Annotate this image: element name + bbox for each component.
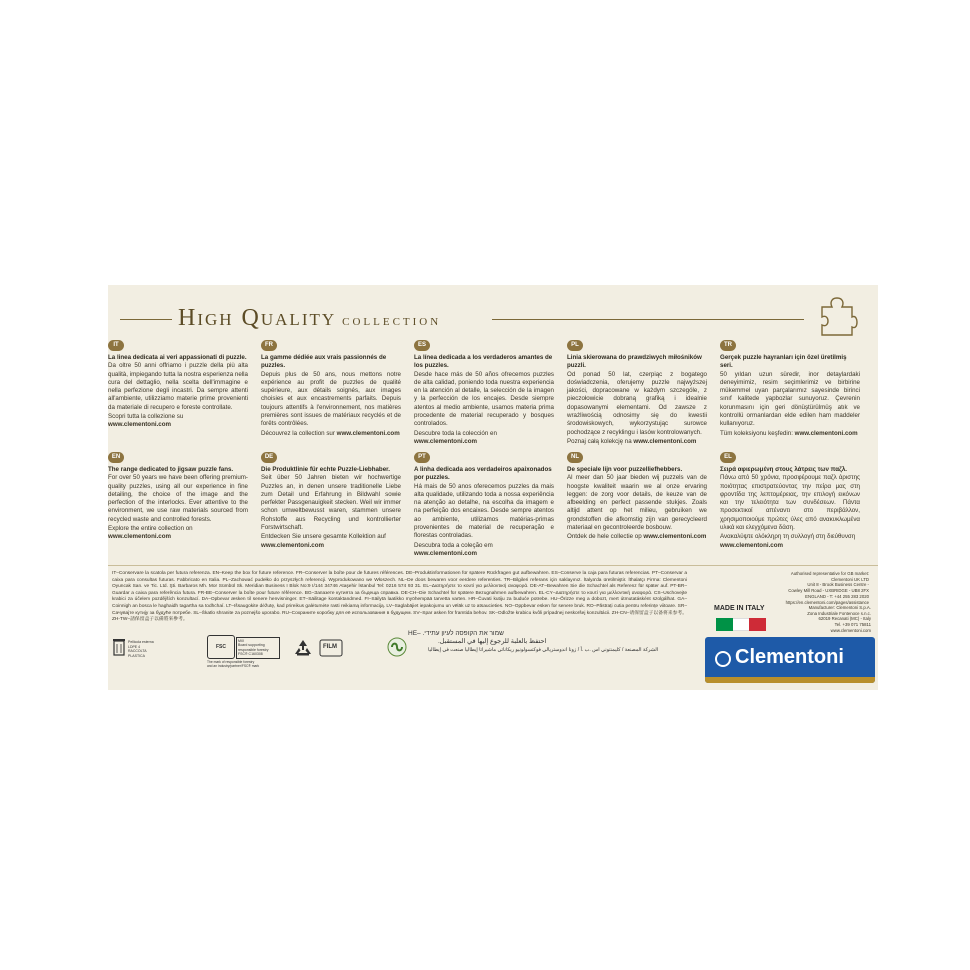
film-bin-icon [319,639,343,657]
language-body: Seit über 50 Jahren bieten wir hochwertige Puzzles an, in denen unsere traditionelle Liebe zum Detail und Erfahrung in Bildwahl sowie perfekter Passgenauigkeit stecken. Weil wir immer schon umweltbewusst waren, stammen unsere Rohstoffe aus Recycling und kontrollierter Forstwirtschaft. [261,474,401,532]
collection-link-line [720,430,860,438]
language-heading: Die Produktlinie für echte Puzzle-Liebhaber. [261,466,390,473]
language-heading: La linea dedicata ai veri appassionati di puzzle. [108,354,247,361]
website-link[interactable]: www.clementoni.com [108,533,172,541]
bin-label: Pellicola esterna LDPE 4 RACCOLTA PLASTICA [128,640,154,658]
collection-link-prefix: Descubre toda la colección en [414,429,497,437]
language-body: Al meer dan 50 jaar bieden wij puzzels van de hoogste kwaliteit waarin we al onze ervaring leggen: de zorg voor details, de keuze van de afbeelding en perfect passende stukjes. Zoals altijd attent op het milieu, gebruiken we grondstoffen die afkomstig zijn van gerecycleerd materiaal en gecontroleerde bosbouw. [567,474,707,532]
rtl-notice-ar: احتفظ بالعلبة للرجوع إليها في المستقبل. [438,638,547,645]
language-body: For over 50 years we have been offering premium-quality puzzles, using all our experience in fine detailing, the choice of the image and the perfection of the interlocks. Ever attentive to the environment, we use raw materials sourced from recycled waste and controlled forests. [108,474,248,523]
clementoni-logo [705,637,875,683]
collection-link-line [567,533,707,541]
collection-link-prefix: Descubra toda a coleção em [414,541,493,549]
language-badge: ES [414,340,430,351]
logo-wordmark: Clementoni [735,646,844,668]
language-heading: La línea dedicada a los verdaderos amantes de los puzzles. [414,354,553,370]
collection-link-line [108,413,248,430]
language-badge: PT [414,452,430,463]
film-label: FILM [323,644,337,650]
collection-link-line [567,438,707,446]
language-body: Depuis plus de 50 ans, nous mettons notre expérience au profit de puzzles de qualité supérieure, aux détails soignés, aux images choisies et aux encastrements parfaits. Depuis toujours attentifs à l'environnement, nos matières premières sont issues de matériaux recyclés et de forêts contrôlées. [261,370,401,428]
language-badge: TR [720,340,736,351]
website-link[interactable]: www.clementoni.com [633,437,697,445]
language-block-fr [261,340,401,438]
made-in-italy-label: MADE IN ITALY [714,605,765,612]
collection-title-sub: collection [342,312,442,329]
website-link[interactable]: www.clementoni.com [336,429,400,437]
collection-link-prefix: Tüm koleksiyonu keşfedin: [720,429,795,437]
section-divider [108,565,878,566]
logo-circle-icon [715,651,731,667]
language-heading: De speciale lijn voor puzzelliefhebbers. [567,466,683,473]
language-heading: Σειρά αφιερωμένη στους λάτρεις των παζλ. [720,466,848,473]
language-badge: EL [720,452,736,463]
language-heading: Linia skierowana do prawdziwych miłośników puzzli. [567,354,702,370]
language-block-el [720,452,860,550]
mobius-recycle-icon [292,638,314,658]
language-block-de [261,452,401,550]
collection-link-line [414,430,554,447]
uk-representative: Authorised representative for GB market: Clementoni UK LTD Unit 8 - Brook Business Centre - Cowley Mill Road - UXBRIDGE - UB8 2FX ENGLAND - T: +44 255 283 2020 https://en.clementoni.com/pages/assistance [785,571,869,605]
collection-link-line [261,533,401,550]
collection-header [108,305,878,335]
collection-title-main: High Quality [178,305,337,331]
language-body: Desde hace más de 50 años ofrecemos puzzles de alta calidad, poniendo toda nuestra experiencia en la atención al detalle, la selección de la imagen y la perfección de los encajes. Desde siempre atentos al medio ambiente, usamos materia prima procedente de material recuperado y bosques controlados. [414,370,554,428]
language-heading: Gerçek puzzle hayranları için özel üretilmiş seri. [720,354,847,370]
language-body: Há mais de 50 anos oferecemos puzzles da mais alta qualidade, utilizando toda a nossa experiência na atenção ao detalhe, na escolha da imagem e na perfeição dos encaixes. Desde sempre atentos ao ambiente, utilizamos matérias-primas provenientes de material de recuperação e florestas controladas. [414,482,554,540]
header-rule-right [492,319,804,320]
language-badge: IT [108,340,124,351]
rtl-notice-small: الشركة المصنعة / كليمنتوني اس .ب .أ / زونا اندوستريالي فوكنسولونيو ريكاناتي ماشيراتا إيطاليا صنعت في إيطاليا [428,647,659,653]
language-heading: A linha dedicada aos verdadeiros apaixonados por puzzles. [414,466,552,482]
collection-title [178,305,441,332]
green-dot-icon [387,637,407,657]
language-block-it [108,340,248,430]
website-link[interactable]: www.clementoni.com [414,437,478,445]
legal-multilingual-text: IT–Conservare la scatola per futura referenza. EN–Keep the box for future reference. FR–Conserver la boîte pour de futures références. DE–Produktinformationen für spätere Rückfragen gut aufbewahren. ES–Conserve la caja para futuras referencias. PT–Conservar a caixa para consultas futuras. Fabbricato en Italia. PL–Zachować pudełko do przyszłych referencji. Wyprodukowano we Włoszech. NL–De doos bewaren voor eerdere referenties. TR–Bilgileri referans için saklayınız. İtalya'da üretilmiştir. İthalatçı Firma: Clementoni Oyuncak San. ve Tic. Ltd. Şti. Barbaros Mh. Mor Sümbül Sk. Meridian Business I Blok No:9 I/144 34746 Ataşehir İstanbul Tel: 0216 574 93 31. EL–Διατηρήστε το κουτί για μελλοντική αναφορά. DE-AT–Bewahren Sie die Schachtel als Referenz für später auf. PT-BR–Guardar a caixa para referência futura. FR-BE–Conserver la boîte pour future référence. BG–Запазете кутията за бъдеща справка. DE-CH–Die Schachtel für spätere Bezugnahmen aufbewahren. EL-CY–Διατηρήστε το κουτί για μελλοντική αναφορά. CS–Uschovejte krabici za účelem pozdějších konzultací. DA–Opbevar æsken til senere henvisninger. ET–Säilitage kontaktandmed. FI–Säilytä laatikko myöhempää tarvetta varten. HR–Čuvati kutiju za buduće potrebe. HU–Őrizze meg a dobozt, mert útmutatásként szolgálhat. GA–Coinnigh an bosca le haghaidh tagartha sa todhchaí. LT–Išsaugokite dėžutę, kad prireikus galėtumėte rasti reikiamą informaciją. LV–Saglabājiet iepakojumu un vēlāk uz to atsaucieties. NO–Oppbevar esken for senere bruk. RO–Păstrați cutia pentru referințe viitoare. SR–Сачувајте кутију за будуће потребе. SL–Škatlo shranite za poznejšo uporabo. RU–Сохраните коробку для её использования в будущем. SV–Spar asken för framtida behov. SK–Odložte krabicu kvôli prípadnej neskoršej konzultácii. ZH-CN–请保留盒子以备将来参考。 ZH-TW–請保留盒子以備將來參考。 [112,571,687,623]
language-badge: NL [567,452,583,463]
italy-flag-icon [716,618,766,631]
language-block-en [108,452,248,542]
website-link[interactable]: www.clementoni.com [414,549,478,557]
language-body: Da oltre 50 anni offriamo i puzzle della più alta qualità, impiegando tutta la nostra esperienza nella cura del dettaglio, nella scelta dell'immagine e nella perfezione degli incastri. Da sempre attenti all'ambiente, utilizziamo materie prime provenienti da materiale di recupero e foreste controllate. [108,362,248,411]
collection-link-prefix: Ontdek de hele collectie op [567,533,644,541]
logo-stripe [705,677,875,683]
puzzle-piece-icon [818,295,858,337]
language-block-nl [567,452,707,542]
language-body: Πάνω από 50 χρόνια, προσφέρουμε παζλ άριστης ποιότητας επιστρατεύοντας την πείρα μας στη φροντίδα της λεπτομέρειας, την επιλογή εικόνων και την τελειότητα των συνδέσεων. Πάντα προσεκτικοί απέναντι στο περιβάλλον, χρησιμοποιούμε πρώτες ύλες από ανακυκλωμένα υλικά και ελεγχόμενα δάση. [720,474,860,532]
collection-link-prefix: Ανακαλύψτε ολόκληρη τη συλλογή στη διεύθυνση [720,533,856,541]
language-badge: DE [261,452,277,463]
language-block-tr [720,340,860,438]
website-link[interactable]: www.clementoni.com [643,533,707,541]
language-block-pt [414,452,554,558]
collection-link-prefix: Poznaj całą kolekcję na [567,437,634,445]
language-heading: The range dedicated to jigsaw puzzle fans. [108,466,234,473]
compliance-icons [112,630,412,670]
website-link[interactable]: www.clementoni.com [261,541,325,549]
box-back-panel [108,285,878,690]
language-body: Od ponad 50 lat, czerpiąc z bogatego doświadczenia, oferujemy puzzle najwyższej jakości, dopracowane w każdym szczególe, z pieczołowicie dobraną grafiką i idealnie dopasowanymi elementami. Od zawsze z wrażliwością odnosimy się do kwestii środowiskowych, wykorzystując surowce pochodzące z recyklingu i lasów kontrolowanych. [567,370,707,436]
collection-link-line [108,525,248,542]
collection-link-line [414,542,554,559]
fsc-logo-icon: FSC [207,635,235,659]
language-badge: EN [108,452,124,463]
website-link[interactable]: www.clementoni.com [108,421,172,429]
language-heading: La gamme dédiée aux vrais passionnés de puzzles. [261,354,387,370]
collection-link-prefix: Scopri tutta la collezione su [108,413,184,421]
manufacturer-info: Manufacturer: Clementoni S.p.A. Zona Industriale Fontenoce s.n.c. 62019 Recanati (MC) - Italy Tel. +39 071 75811 www.clementoni.com [807,605,871,633]
collection-link-prefix: Explore the entire collection on [108,525,193,533]
collection-link-line [720,533,860,550]
language-badge: PL [567,340,583,351]
collection-link-prefix: Entdecken Sie unsere gesamte Kollektion auf [261,533,386,541]
collection-link-prefix: Découvrez la collection sur [261,429,337,437]
rtl-notice-he: שמור את הקופסה לעיון עתידי. –HE [408,630,504,637]
website-link[interactable]: www.clementoni.com [720,541,784,549]
website-link[interactable]: www.clementoni.com [794,429,858,437]
header-rule-left [120,319,172,320]
language-badge: FR [261,340,277,351]
language-body: 50 yıldan uzun süredir, inor detaylardaki deneyimimiz, resim seçimlerimiz ve birbirine mükemmel uyan parçalarımız sayesinde birinci sınıf kalitede yapbozlar sunuyoruz. Çevrenin korunmasını için geri dönüştürülmüş atık ve kontrollü ormanlardan elde edilen ham maddeler kullanıyoruz. [720,370,860,428]
fsc-caption: The mark of responsible forestry and an industry/partner/FSC® mark [207,660,260,668]
language-block-pl [567,340,707,446]
collection-link-line [261,430,401,438]
recycling-bin-icon [112,637,126,657]
language-block-es [414,340,554,446]
fsc-mix-label: MIX Board supporting responsible forestry FSC® C160308 [236,637,280,659]
